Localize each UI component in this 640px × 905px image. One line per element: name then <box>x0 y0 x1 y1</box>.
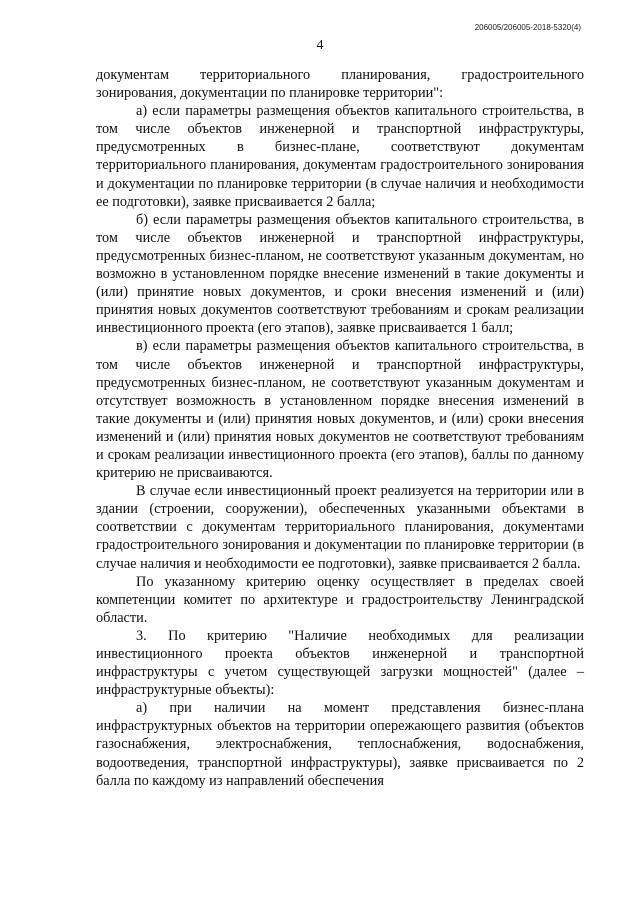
paragraph-territory-case: В случае если инвестиционный проект реализуется на территории или в здании (строении, сооружении), обеспеченных указанными объектами в соответствии с документам территориального планирования, документами градостроительного зонирования и документации по планировке территории (в случае наличия и необходимости ее подготовки), заявке присваивается 2 балла. <box>96 483 584 572</box>
document-id: 206005/206005-2018-5320(4) <box>474 23 581 32</box>
document-body <box>96 66 584 790</box>
paragraph-item-b: б) если параметры размещения объектов капитального строительства, в том числе объектов инженерной и транспортной инфраструктуры, предусмотренных бизнес-планом, не соответствуют указанным документам, но возможно в установленном порядке внесение изменений в такие документы и (или) принятие новых документов, и сроки внесения изменений и (или) принятия новых документов соответствуют требованиям и срокам реализации инвестиционного проекта (его этапов), заявке присваивается 1 балл; <box>96 211 584 337</box>
paragraph-evaluator: По указанному критерию оценку осуществляет в пределах своей компетенции комитет по архитектуре и градостроительству Ленинградской области. <box>96 573 584 626</box>
paragraph-continuation: документам территориального планирования, градостроительного зонирования, документации по планировке территории": <box>96 67 584 102</box>
paragraph-criterion-3-item-a: а) при наличии на момент представления бизнес-плана инфраструктурных объектов на территории опережающего развития (объектов газоснабжения, электроснабжения, теплоснабжения, водоснабжения, водоотведения, транспортной инфраструктуры), заявке присваивается по 2 балла по каждому из направлений обеспечения <box>96 700 584 789</box>
page-number: 4 <box>316 38 324 53</box>
paragraph-item-v: в) если параметры размещения объектов капитального строительства, в том числе объектов инженерной и транспортной инфраструктуры, предусмотренных бизнес-планом, не соответствуют указанным документам и отсутствует возможность в установленном порядке внесения изменений в такие документы и (или) принятия новых документов, и (или) сроки внесения изменений и (или) принятия новых документов не соответствуют требованиям и срокам реализации инвестиционного проекта (его этапов), баллы по данному критерию не присваиваются. <box>96 338 584 482</box>
paragraph-item-a: а) если параметры размещения объектов капитального строительства, в том числе объектов инженерной и транспортной инфраструктуры, предусмотренных в бизнес-плане, соответствуют документам территориального планирования, документам градостроительного зонирования и документации по планировке территории (в случае наличия и необходимости ее подготовки), заявке присваивается 2 балла; <box>96 103 584 210</box>
paragraph-criterion-3: 3. По критерию "Наличие необходимых для реализации инвестиционного проекта объектов инженерной и транспортной инфраструктуры с учетом существующей загрузки мощностей" (далее – инфраструктурные объекты): <box>96 627 584 699</box>
